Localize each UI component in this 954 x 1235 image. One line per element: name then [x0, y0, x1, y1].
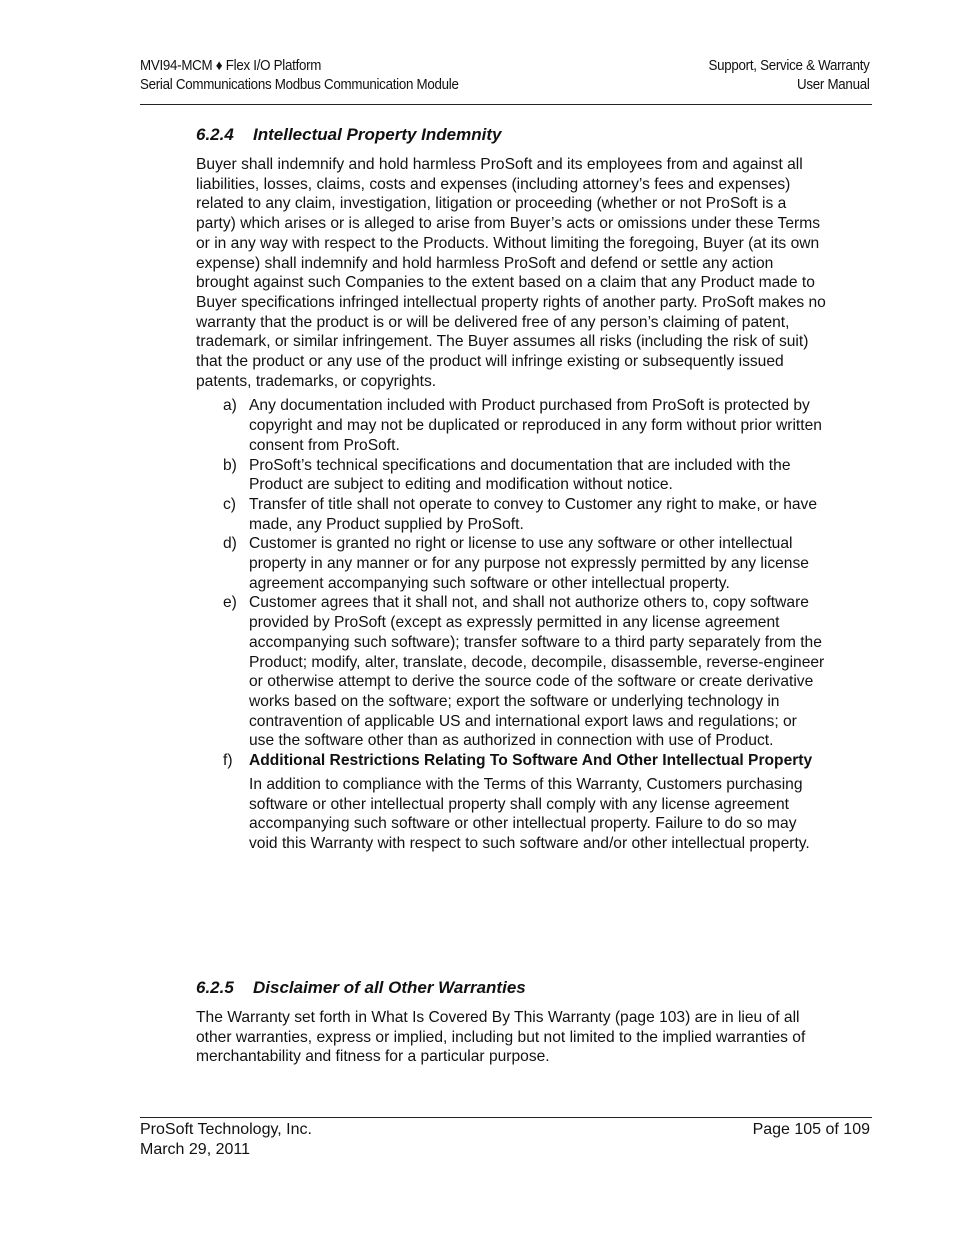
section-intellectual-property — [196, 124, 826, 854]
footer-divider — [140, 1117, 872, 1118]
page-footer — [140, 1120, 870, 1159]
footer-date: March 29, 2011 — [140, 1140, 250, 1158]
header-section: Support, Service & Warranty — [708, 58, 870, 74]
list-item-text: Customer agrees that it shall not, and shall not authorize others to, copy software provided by ProSoft (except as expressly permitted in any license agreement accompanying such software); transfer software to a third party separately from the Product; modify, alter, translate, decode, decompile, disassemble, reverse-engineer or otherwise attempt to derive the source code of the software or create derivative works based on the software; export the software or underlying technology in contravention of applicable US and international export laws and regulations; or use the software other than as authorized in connection with use of Product. — [249, 594, 825, 750]
list-item — [196, 751, 826, 854]
list-item-text: ProSoft’s technical specifications and documentation that are included with the Product are subject to editing and modification without notice. — [249, 456, 791, 494]
list-item-heading: Additional Restrictions Relating To Software And Other Intellectual Property — [249, 752, 813, 770]
section-title: Intellectual Property Indemnity — [253, 125, 502, 144]
list-marker: f) — [223, 752, 233, 770]
header-product: MVI94-MCM ♦ Flex I/O Platform — [140, 58, 322, 74]
header-module: Serial Communications Modbus Communication Module — [140, 77, 459, 93]
section-disclaimer — [196, 977, 826, 1067]
list-marker: b) — [223, 456, 237, 474]
list-item — [196, 396, 826, 455]
list-item — [196, 593, 826, 751]
header-divider — [140, 104, 872, 105]
page-header — [140, 57, 870, 95]
body-paragraph: The Warranty set forth in What Is Covered By This Warranty (page 103) are in lieu of all other warranties, express or implied, including but not limited to the implied warranties of merchantability and fitness for a particular purpose. — [196, 1009, 806, 1066]
list-item — [196, 534, 826, 593]
list-item-text: Any documentation included with Product purchased from ProSoft is protected by copyright and may not be duplicated or reproduced in any form without prior written consent from ProSoft. — [249, 397, 822, 454]
section-heading — [196, 977, 826, 999]
section-number: 6.2.4 — [196, 125, 234, 144]
list-marker: a) — [223, 397, 237, 415]
section-heading — [196, 124, 826, 146]
list-item — [196, 495, 826, 534]
list-item-text: In addition to compliance with the Terms of this Warranty, Customers purchasing software or other intellectual property shall comply with any license agreement accompanying such software or other intellectual property. Failure to do so may void this Warranty with respect to such software and/or other intellectual property. — [249, 775, 810, 852]
list-marker: d) — [223, 535, 237, 553]
restrictions-list — [196, 396, 826, 853]
list-item-text: Transfer of title shall not operate to convey to Customer any right to make, or have made, any Product supplied by ProSoft. — [249, 495, 818, 533]
body-paragraph: Buyer shall indemnify and hold harmless ProSoft and its employees from and against all liabilities, losses, claims, costs and expenses (including attorney’s fees and expenses) related to any claim, investigation, litigation or proceeding (whether or not ProSoft is a party) which arises or is alleged to arise from Buyer’s acts or omissions under these Terms or in any way with respect to the Products. Without limiting the foregoing, Buyer (at its own expense) shall indemnify and hold harmless ProSoft and defend or settle any action brought against such Companies to the extent based on a claim that any Product made to Buyer specifications infringed intellectual property rights of another party. ProSoft makes no warranty that the product is or will be delivered free of any person’s claiming of patent, trademark, or similar infringement. The Buyer assumes all risks (including the risk of suit) that the product or any use of the product will infringe existing or subsequently issued patents, trademarks, or copyrights. — [196, 156, 826, 390]
section-title: Disclaimer of all Other Warranties — [253, 978, 526, 997]
list-marker: e) — [223, 594, 237, 612]
list-item-text: Customer is granted no right or license to use any software or other intellectual property in any manner or for any purpose not expressly permitted by any license agreement accompanying such software or other intellectual property. — [249, 535, 809, 592]
list-marker: c) — [223, 495, 236, 513]
footer-company: ProSoft Technology, Inc. — [140, 1121, 312, 1138]
list-item — [196, 456, 826, 495]
header-manual: User Manual — [796, 77, 870, 93]
section-number: 6.2.5 — [196, 978, 234, 997]
page-number: Page 105 of 109 — [752, 1121, 870, 1138]
